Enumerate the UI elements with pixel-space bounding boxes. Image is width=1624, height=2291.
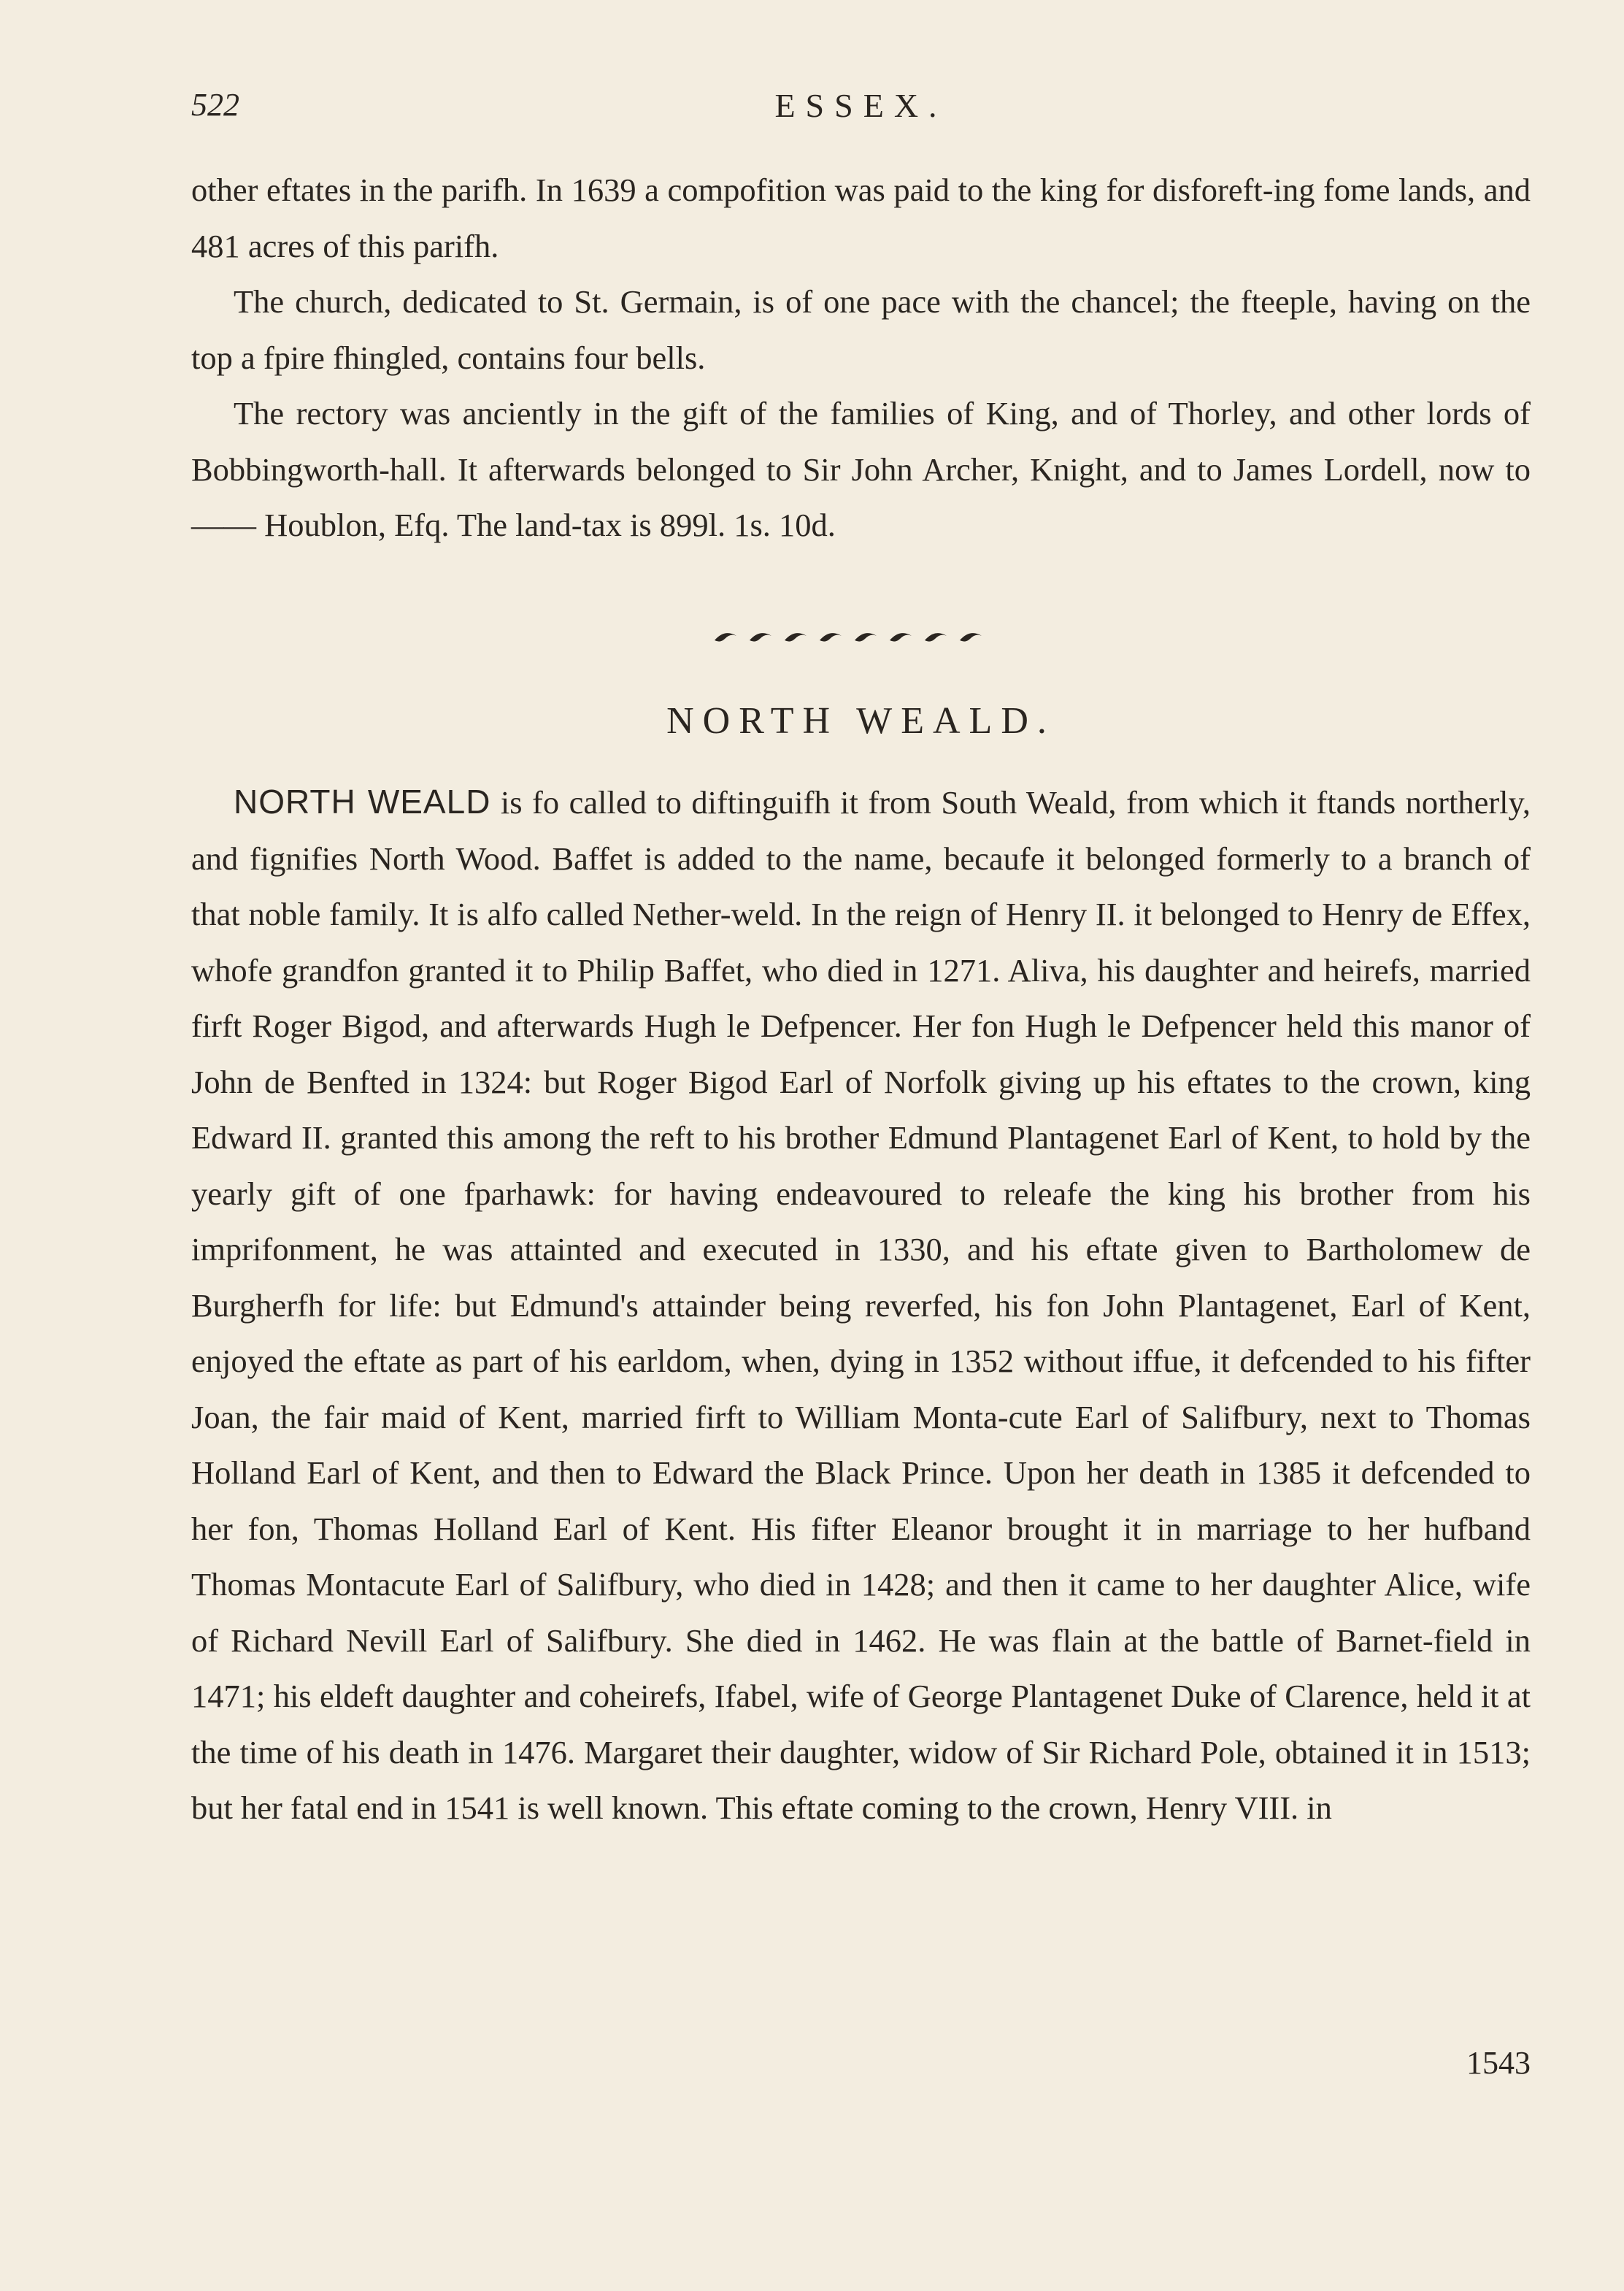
main-text-block [191, 774, 1531, 1836]
running-head: ESSEX. [774, 87, 947, 124]
typographic-ornament-icon [712, 624, 1004, 649]
catchword: 1543 [1466, 2045, 1531, 2081]
top-text-block [191, 162, 1531, 553]
paragraph-north-weald [191, 774, 1531, 1836]
section-title: NORTH WEALD. [666, 700, 1055, 742]
paragraph-church: The church, dedicated to St. Germain, is of one pace with the chancel; the fteeple, having on the top a fpire fhingled, contains four bells. [191, 283, 1531, 376]
lead-caps: NORTH WEALD [234, 783, 491, 821]
paragraph-rectory: The rectory was anciently in the gift of the families of King, and of Thorley, and other lords of Bobbingworth-hall. It afterwards belonged to Sir John Archer, Knight, and to James Lordell, now to —— Houblon, Efq. The land-tax is 899l. 1s. 10d. [191, 395, 1531, 543]
paragraph-body: is fo called to diftinguifh it from South Weald, from which it ftands northerly, and fignifies North Wood. Baffet is added to the name, becaufe it belonged formerly to a branch of that noble family. It is alfo called Nether-weld. In the reign of Henry II. it belonged to Henry de Effex, whofe grandfon granted it to Philip Baffet, who died in 1271. Aliva, his daughter and heirefs, married firft Roger Bigod, and afterwards Hugh le Defpencer. Her fon Hugh le Defpencer held this manor of John de Benfted in 1324: but Roger Bigod Earl of Norfolk giving up his eftates to the crown, king Edward II. granted this among the reft to his brother Edmund Plantagenet Earl of Kent, to hold by the yearly gift of one fparhawk: for having endeavoured to releafe the king his brother from his imprifonment, he was attainted and executed in 1330, and his eftate given to Bartholomew de Burgherfh for life: but Edmund's attainder being reverfed, his fon John Plantagenet, Earl of Kent, enjoyed the eftate as part of his earldom, when, dying in 1352 without iffue, it defcended to his fifter Joan, the fair maid of Kent, married firft to William Monta-cute Earl of Salifbury, next to Thomas Holland Earl of Kent, and then to Edward the Black Prince. Upon her death in 1385 it defcended to her fon, Thomas Holland Earl of Kent. His fifter Eleanor brought it in marriage to her hufband Thomas Montacute Earl of Salifbury, who died in 1428; and then it came to her daughter Alice, wife of Richard Nevill Earl of Salifbury. She died in 1462. He was flain at the battle of Barnet-field in 1471; his eldeft daughter and coheirefs, Ifabel, wife of George Plantagenet Duke of Clarence, held it at the time of his death in 1476. Margaret their daughter, widow of Sir Richard Pole, obtained it in 1513; but her fatal end in 1541 is well known. This eftate coming to the crown, Henry VIII. in [191, 784, 1531, 1826]
paragraph-estates: other eftates in the parifh. In 1639 a compofition was paid to the king for disforeft-ing fome lands, and 481 acres of this parifh. [191, 172, 1531, 264]
page-header [191, 86, 1531, 137]
page-number: 522 [191, 87, 239, 123]
